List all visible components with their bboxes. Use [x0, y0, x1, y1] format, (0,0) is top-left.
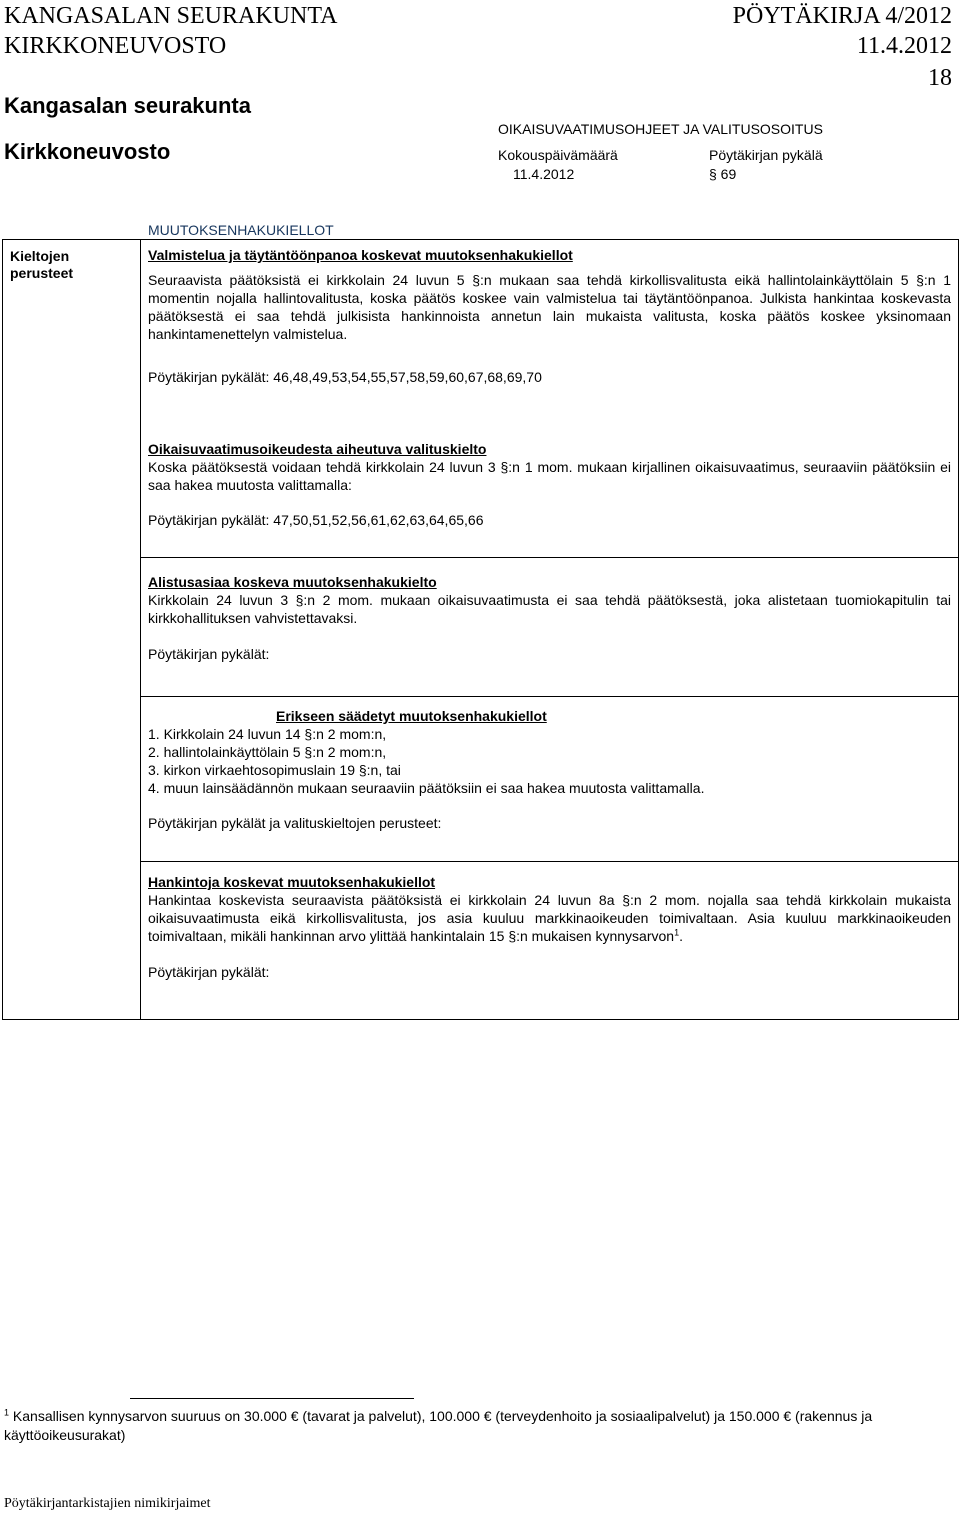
- block-correction: [148, 440, 951, 529]
- block-text: Kirkkolain 24 luvun 3 §:n 2 mom. mukaan oikaisuvaatimusta ei saa tehdä päätöksestä, joka alistetaan tuomiokapitulin tai kirkkohallituksen vahvistettavaksi.: [148, 592, 951, 626]
- list-item: 1. Kirkkolain 24 luvun 14 §:n 2 mom:n,: [148, 726, 387, 742]
- org-upper: KANGASALAN SEURAKUNTA: [4, 3, 338, 29]
- list-item: 3. kirkon virkaehtosopimuslain 19 §:n, tai: [148, 762, 401, 778]
- column-divider: [140, 240, 141, 1019]
- block-heading: Hankintoja koskevat muutoksenhakukiellot: [148, 874, 436, 890]
- doc-type: PÖYTÄKIRJA 4/2012: [732, 3, 952, 29]
- block-sections: Pöytäkirjan pykälät: 46,48,49,53,54,55,57,58,59,60,67,68,69,70: [148, 369, 542, 385]
- section-label: Pöytäkirjan pykälä: [709, 147, 823, 163]
- section-number: § 69: [709, 166, 737, 182]
- block-sections: Pöytäkirjan pykälät:: [148, 964, 270, 980]
- block-sections: Pöytäkirjan pykälät ja valituskieltojen perusteet:: [148, 815, 442, 831]
- appeal-title: OIKAISUVAATIMUSOHJEET JA VALITUSOSOITUS: [498, 121, 823, 137]
- section-title: MUUTOKSENHAKUKIELLOT: [148, 222, 334, 238]
- block-heading: Alistusasiaa koskeva muutoksenhakukielto: [148, 574, 437, 590]
- block-preparation: [148, 246, 951, 386]
- footnote-text: Kansallisen kynnysarvon suuruus on 30.000 € (tavarat ja palvelut), 100.000 € (terveydenhoito ja sosiaalipalvelut) ja 150.000 € (rakennus ja käyttöoikeusurakat): [4, 1408, 873, 1443]
- row-label: Kieltojen perusteet: [10, 248, 74, 281]
- row-divider: [141, 557, 958, 558]
- row-divider: [141, 861, 958, 862]
- block-text: Koska päätöksestä voidaan tehdä kirkkolain 24 luvun 3 §:n 1 mom. mukaan kirjallinen oikaisuvaatimus, seuraaviin päätöksiin ei saa hakea muutosta valittamalla:: [148, 459, 951, 493]
- list-item: 2. hallintolainkäyttölain 5 §:n 2 mom:n,: [148, 744, 387, 760]
- block-text: Seuraavista päätöksistä ei kirkkolain 24 luvun 5 §:n mukaan saa tehdä kirkollisvalitusta eikä hallintolainkäyttölain 5 §:n 1 momentin nojalla hallintovalitusta, koska päätös koskee vain valmistelua tai täytäntöönpanoa. Julkista hankintaa koskevasta päätöksestä ei saa tehdä julkisista hankinnoista annetun lain mukaista valitusta, koska päätös koskee yksinomaan hankintamenettelyn valmistelua.: [148, 272, 951, 342]
- meeting-date-label: Kokouspäivämäärä: [498, 147, 618, 163]
- block-procurement: [148, 873, 951, 981]
- footnote-separator: [130, 1398, 414, 1399]
- block-sections: Pöytäkirjan pykälät: 47,50,51,52,56,61,62,63,64,65,66: [148, 512, 484, 528]
- row-divider: [141, 696, 958, 697]
- block-heading: Valmistelua ja täytäntöönpanoa koskevat muutoksenhakukiellot: [148, 247, 573, 263]
- block-separate: [148, 707, 951, 832]
- block-subjection: [148, 573, 951, 663]
- block-heading: Oikaisuvaatimusoikeudesta aiheutuva valituskielto: [148, 441, 487, 457]
- footnote-mark: 1: [4, 1407, 10, 1418]
- header-date: 11.4.2012: [856, 33, 952, 59]
- page-number: 18: [928, 65, 952, 91]
- block-text: Hankintaa koskevista seuraavista päätöksistä ei kirkkolain 24 luvun 8a §:n 2 mom. nojalla saa tehdä kirkkolain mukaista oikaisuvaatimusta eikä kirkollisvalitusta, jos asia kuuluu markkinaoikeuden toimivaltaan. Asia kuuluu markkinaoikeuden toimivaltaan, mikäli hankinnan arvo ylittää hankintalain 15 §:n mukaisen kynnysarvon$^1$.: [148, 892, 951, 944]
- list-item: 4. muun lainsäädännön mukaan seuraaviin päätöksiin ei saa hakea muutosta valittamalla.: [148, 780, 705, 796]
- footnote-ref[interactable]: 1: [674, 927, 680, 938]
- block-heading: Erikseen säädetyt muutoksenhakukiellot: [276, 708, 547, 724]
- footer-initials: Pöytäkirjantarkistajien nimikirjaimet: [4, 1496, 211, 1511]
- footnote: [4, 1407, 904, 1445]
- meeting-date: 11.4.2012: [513, 166, 575, 182]
- body-upper: KIRKKONEUVOSTO: [4, 33, 227, 59]
- block-sections: Pöytäkirjan pykälät:: [148, 646, 270, 662]
- org-name: Kangasalan seurakunta: [4, 93, 251, 118]
- body-name: Kirkkoneuvosto: [4, 139, 171, 164]
